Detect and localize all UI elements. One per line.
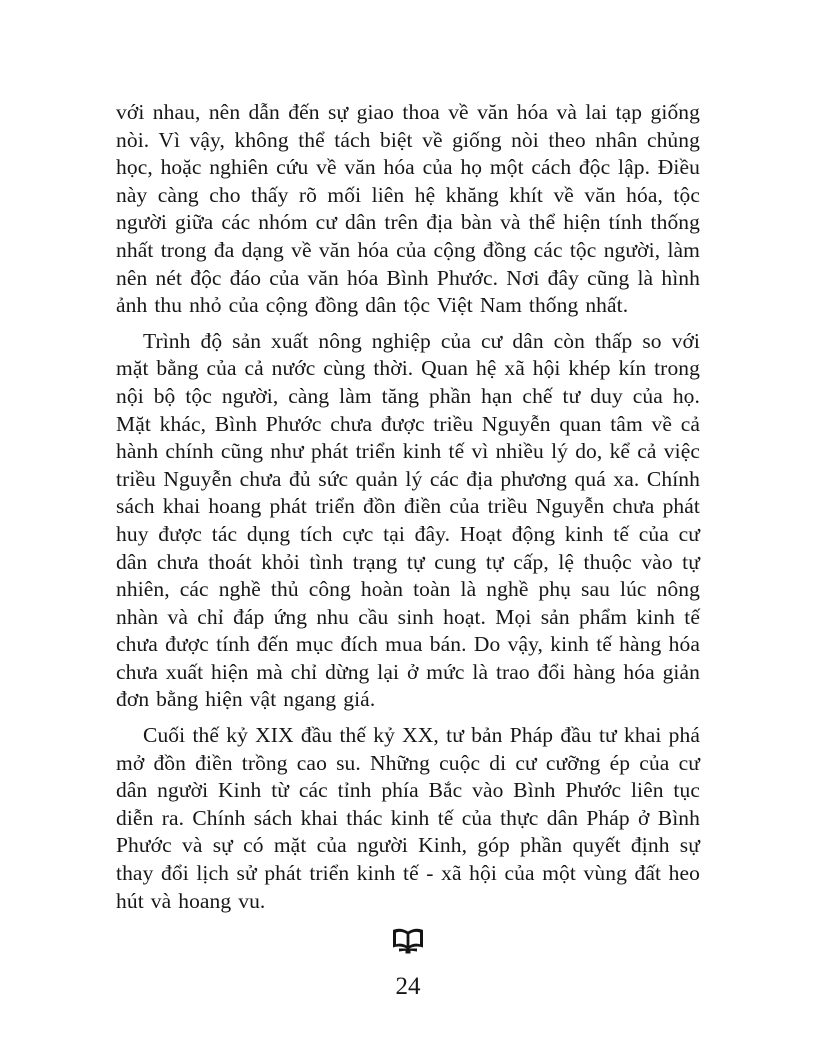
page-text-block xyxy=(116,99,700,1000)
section-end-ornament xyxy=(116,927,700,954)
paragraph-continuation: với nhau, nên dẫn đến sự giao thoa về văn hóa và lai tạp giống nòi. Vì vậy, không thể tách biệt về giống nòi theo nhân chủng học, hoặc nghiên cứu về văn hóa của họ một cách độc lập. Điều này càng cho thấy rõ mối liên hệ khăng khít về văn hóa, tộc người giữa các nhóm cư dân trên địa bàn và thể hiện tính thống nhất trong đa dạng về văn hóa của cộng đồng các tộc người, làm nên nét độc đáo của văn hóa Bình Phước. Nơi đây cũng là hình ảnh thu nhỏ của cộng đồng dân tộc Việt Nam thống nhất. xyxy=(116,100,700,318)
page-number: 24 xyxy=(395,973,421,1001)
paragraph: Cuối thế kỷ XIX đầu thế kỷ XX, tư bản Pháp đầu tư khai phá mở đồn điền trồng cao su. Những cuộc di cư cưỡng ép của cư dân người Kinh từ các tỉnh phía Bắc vào Bình Phước liên tục diễn ra. Chính sách khai thác kinh tế của thực dân Pháp ở Bình Phước và sự có mặt của người Kinh, góp phần quyết định sự thay đổi lịch sử phát triển kinh tế - xã hội của một vùng đất heo hút và hoang vu. xyxy=(116,723,700,913)
paragraph: Trình độ sản xuất nông nghiệp của cư dân còn thấp so với mặt bằng của cả nước cùng thời. Quan hệ xã hội khép kín trong nội bộ tộc người, càng làm tăng phần hạn chế tư duy của họ. Mặt khác, Bình Phước chưa được triều Nguyễn quan tâm về cả hành chính cũng như phát triển kinh tế vì nhiều lý do, kể cả việc triều Nguyễn chưa đủ sức quản lý các địa phương quá xa. Chính sách khai hoang phát triển đồn điền của triều Nguyễn chưa phát huy được tác dụng tích cực tại đây. Hoạt động kinh tế của cư dân chưa thoát khỏi tình trạng tự cung tự cấp, lệ thuộc vào tự nhiên, các nghề thủ công hoàn toàn là nghề phụ sau lúc nông nhàn và chỉ đáp ứng nhu cầu sinh hoạt. Mọi sản phẩm kinh tế chưa được tính đến mục đích mua bán. Do vậy, kinh tế hàng hóa chưa xuất hiện mà chỉ dừng lại ở mức là trao đổi hàng hóa giản đơn bằng hiện vật ngang giá. xyxy=(116,328,700,712)
open-book-icon xyxy=(391,931,425,948)
